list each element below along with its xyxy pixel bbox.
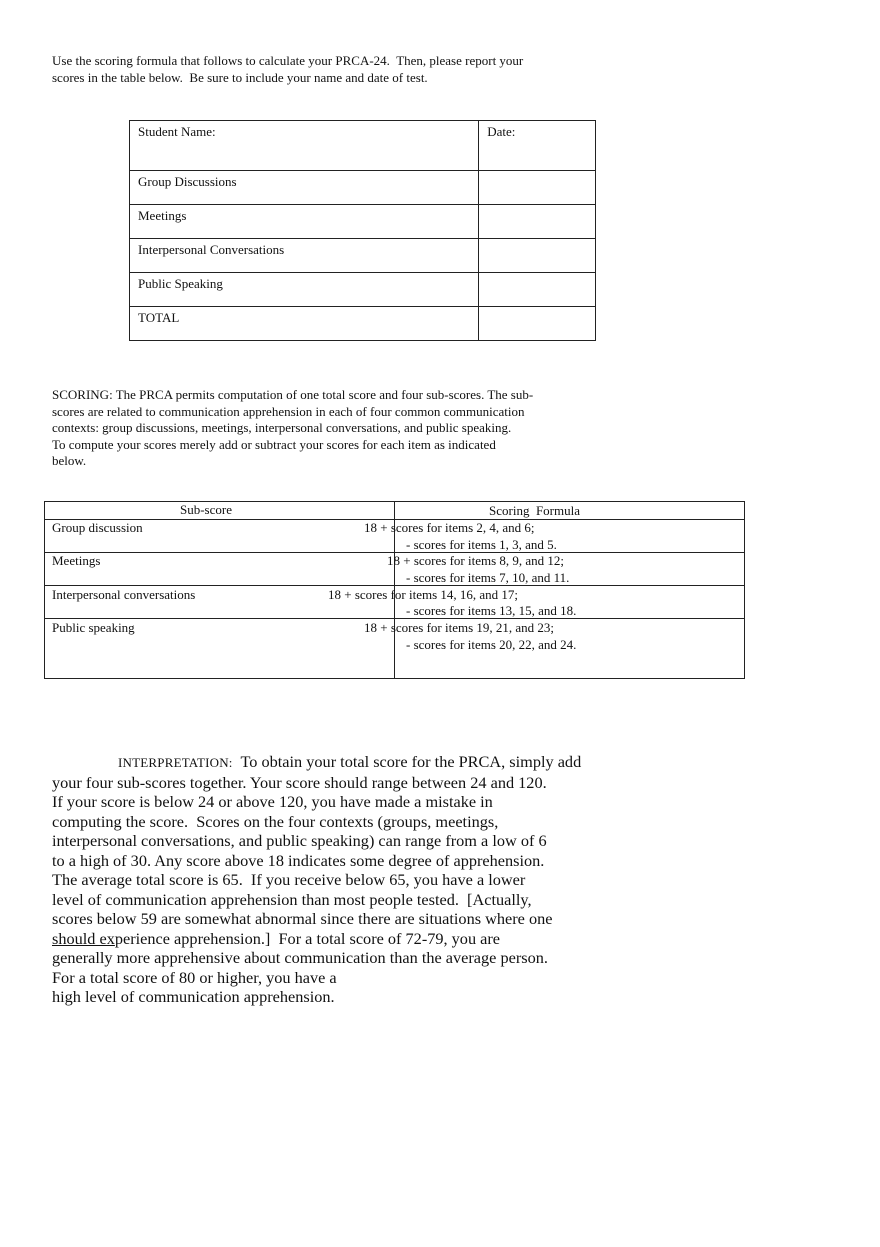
scoring-line: To compute your scores merely add or subtract your scores for each item as indicated	[52, 436, 496, 452]
meetings-score-cell[interactable]	[479, 205, 596, 239]
formula-plus: 18 + scores for items 19, 21, and 23;	[364, 620, 555, 635]
interpretation-line: If your score is below 24 or above 120, you have made a mistake in	[52, 792, 493, 811]
instructions-line: Use the scoring formula that follows to calculate your PRCA-24. Then, please report your	[52, 53, 524, 68]
instructions-paragraph	[52, 53, 523, 86]
interpretation-line: For a total score of 80 or higher, you have a	[52, 967, 337, 987]
table-row	[130, 239, 596, 273]
interpretation-line: scores below 59 are somewhat abnormal since there are situations where one	[52, 909, 553, 928]
public-speaking-score-cell[interactable]	[479, 273, 596, 307]
interpretation-line: your four sub-scores together. Your score should range between 24 and 120.	[52, 772, 547, 792]
context-label: Interpersonal Conversations	[138, 242, 285, 257]
interpersonal-score-cell[interactable]	[479, 239, 596, 273]
interpretation-line: high level of communication apprehension.	[52, 987, 335, 1006]
context-label-cell	[130, 171, 479, 205]
interpretation-line: interpersonal conversations, and public speaking) can range from a low of 6	[52, 831, 547, 850]
interpretation-line: The average total score is 65. If you receive below 65, you have a lower	[52, 870, 526, 889]
context-label: TOTAL	[138, 310, 180, 325]
formula-minus: - scores for items 7, 10, and 11.	[406, 570, 570, 585]
interpretation-line: computing the score. Scores on the four contexts (groups, meetings,	[52, 811, 499, 831]
subscore-header: Sub-score	[180, 502, 232, 517]
student-name-label: Student Name:	[138, 124, 216, 139]
interpretation-line-rest: perience apprehension.] For a total score of 72-79, you are	[114, 928, 501, 948]
scoring-line: scores are related to communication apprehension in each of four common communication	[52, 403, 525, 419]
formula-minus: - scores for items 13, 15, and 18.	[406, 603, 577, 618]
subscore-name: Interpersonal conversations	[52, 587, 196, 602]
scoring-line: SCORING: The PRCA permits computation of one total score and four sub-scores. The sub-	[52, 387, 534, 402]
interpretation-paragraph	[52, 752, 581, 1007]
context-label: Public Speaking	[138, 276, 223, 291]
score-report-table	[129, 120, 596, 341]
date-label: Date:	[487, 124, 516, 139]
context-label-cell	[130, 239, 479, 273]
interpretation-line: To obtain your total score for the PRCA, simply add	[240, 752, 582, 771]
scoring-formula-table	[44, 501, 745, 679]
scoring-line: contexts: group discussions, meetings, interpersonal conversations, and public speaking.	[52, 420, 512, 435]
formula-header: Scoring Formula	[489, 503, 580, 518]
formula-plus: 18 + scores for items 8, 9, and 12;	[387, 553, 565, 568]
total-score-cell[interactable]	[479, 307, 596, 341]
table-row	[130, 121, 596, 171]
interpretation-line: level of communication apprehension than most people tested. [Actually,	[52, 889, 532, 909]
date-cell[interactable]	[479, 121, 596, 171]
table-row	[130, 171, 596, 205]
underlined-phrase: should ex	[52, 928, 115, 948]
context-label: Meetings	[138, 208, 187, 223]
interpretation-label: INTERPRETATION:	[118, 755, 233, 770]
interpretation-first-line	[52, 752, 581, 773]
subscore-name: Group discussion	[52, 520, 143, 535]
table-row	[130, 273, 596, 307]
context-label: Group Discussions	[138, 174, 237, 189]
formula-minus: - scores for items 1, 3, and 5.	[406, 537, 557, 552]
table-row	[130, 205, 596, 239]
interpretation-underlined-line	[52, 929, 581, 949]
row-divider	[45, 618, 744, 619]
context-label-cell	[130, 307, 479, 341]
context-label-cell	[130, 273, 479, 307]
context-label-cell	[130, 205, 479, 239]
group-discussions-score-cell[interactable]	[479, 171, 596, 205]
scoring-line: below.	[52, 453, 87, 468]
interpretation-line: to a high of 30. Any score above 18 indicates some degree of apprehension.	[52, 850, 545, 870]
table-row	[130, 307, 596, 341]
instructions-line: scores in the table below. Be sure to include your name and date of test.	[52, 69, 428, 85]
formula-minus: - scores for items 20, 22, and 24.	[406, 637, 577, 652]
row-divider	[45, 585, 744, 586]
interpretation-line: generally more apprehensive about communication than the average person.	[52, 948, 548, 967]
scoring-paragraph	[52, 387, 533, 470]
subscore-name: Public speaking	[52, 620, 135, 635]
student-name-cell[interactable]	[130, 121, 479, 171]
subscore-name: Meetings	[52, 553, 101, 568]
formula-plus: 18 + scores for items 14, 16, and 17;	[328, 587, 519, 602]
formula-plus: 18 + scores for items 2, 4, and 6;	[364, 520, 535, 535]
